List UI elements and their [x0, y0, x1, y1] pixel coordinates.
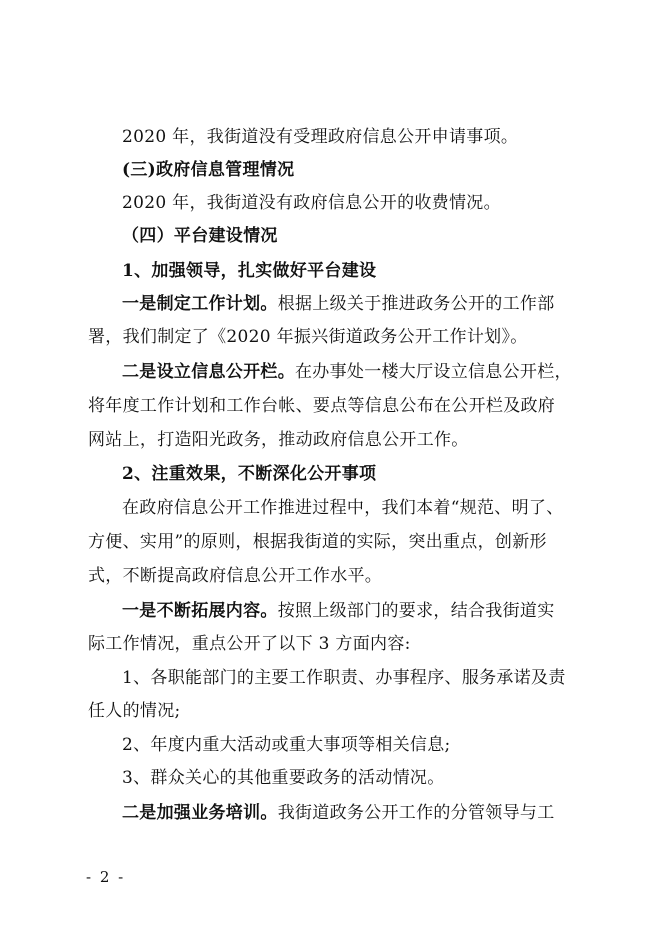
lead-phrase: 二是设立信息公开栏。 — [122, 362, 295, 382]
list-item: 1、各职能部门的主要工作职责、办事程序、服务承诺及责 — [122, 668, 566, 688]
subsection-heading: 2、注重效果，不断深化公开事项 — [122, 464, 377, 484]
list-item-continuation: 任人的情况; — [88, 701, 181, 721]
paragraph-line: 2020 年，我街道没有受理政府信息公开申请事项。 — [122, 127, 519, 147]
paragraph-line: 署，我们制定了《2020 年振兴街道政务公开工作计划》。 — [88, 327, 528, 347]
paragraph-line — [122, 802, 622, 824]
lead-phrase: 一是不断拓展内容。 — [122, 601, 278, 621]
paragraph-line — [122, 361, 622, 383]
line-text: 在办事处一楼大厅设立信息公开栏， — [295, 362, 572, 382]
line-text: 我街道政务公开工作的分管领导与工 — [277, 803, 555, 823]
paragraph-line: 际工作情况，重点公开了以下 3 方面内容: — [88, 634, 411, 654]
section-heading: （四）平台建设情况 — [122, 226, 278, 246]
page-number: - 2 - — [86, 868, 126, 886]
paragraph-line: 方便、实用”的原则，根据我街道的实际，突出重点，创新形 — [88, 532, 547, 552]
list-item: 2、年度内重大活动或重大事项等相关信息; — [122, 735, 451, 755]
subsection-heading: 1、加强领导，扎实做好平台建设 — [122, 261, 377, 281]
list-item: 3、群众关心的其他重要政务的活动情况。 — [122, 768, 445, 788]
lead-phrase: 二是加强业务培训。 — [122, 803, 278, 823]
paragraph-line: 式，不断提高政府信息公开工作水平。 — [88, 566, 383, 586]
paragraph-line: 2020 年，我街道没有政府信息公开的收费情况。 — [122, 193, 501, 213]
section-heading: (三)政府信息管理情况 — [122, 160, 295, 180]
line-text: 按照上级部门的要求，结合我街道实 — [277, 601, 555, 621]
paragraph-line — [122, 600, 622, 622]
paragraph-line — [122, 293, 622, 315]
paragraph-line: 网站上，打造阳光政务，推动政府信息公开工作。 — [88, 430, 469, 450]
line-text: 根据上级关于推进政务公开的工作部 — [277, 294, 555, 314]
paragraph-line: 将年度工作计划和工作台帐、要点等信息公布在公开栏及政府 — [88, 396, 556, 416]
paragraph-line: 在政府信息公开工作推进过程中，我们本着“规范、明了、 — [122, 498, 564, 518]
lead-phrase: 一是制定工作计划。 — [122, 294, 278, 314]
